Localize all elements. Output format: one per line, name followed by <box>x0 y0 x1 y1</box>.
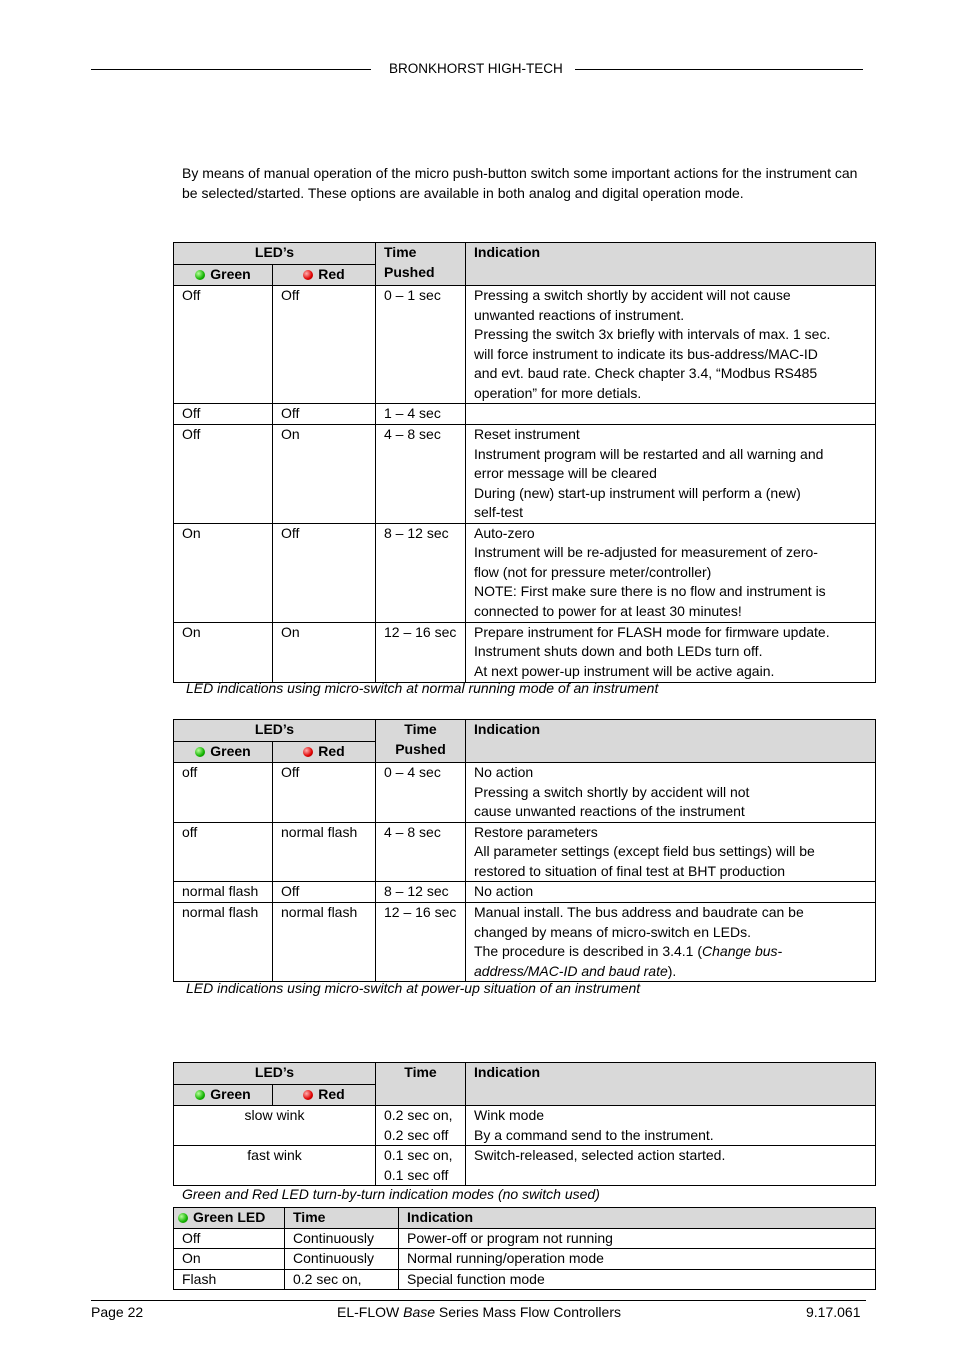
time-pushed: 4 – 8 sec <box>376 822 466 882</box>
footer-rule <box>91 1300 866 1301</box>
indication-cell: Normal running/operation mode <box>399 1249 876 1270</box>
time-pushed: 0 – 1 sec <box>376 286 466 404</box>
header-time: Time <box>376 1063 466 1106</box>
indication-reference-line <box>474 962 867 982</box>
green-led-state: normal flash <box>174 882 273 903</box>
led-mode: slow wink <box>174 1106 376 1146</box>
indication-line: Pressing a switch shortly by accident will not <box>474 783 750 800</box>
red-led-state: Off <box>273 286 376 404</box>
header-indication: Indication <box>466 720 876 763</box>
table-row <box>174 763 876 823</box>
header-indication: Indication <box>399 1208 876 1229</box>
green-led-icon <box>195 747 205 757</box>
green-led-state: off <box>174 763 273 823</box>
time-line: 0.2 sec off <box>384 1126 449 1143</box>
indication-line: flow (not for pressure meter/controller) <box>474 563 712 580</box>
indication-line: Pressing the switch 3x briefly with intervals of max. 1 sec. <box>474 326 831 342</box>
header-rule-left <box>91 69 371 70</box>
indication-line: Pressing a switch shortly by accident will not cause <box>474 287 791 303</box>
header-leds: LED’s <box>174 1063 376 1085</box>
green-led-state: normal flash <box>174 903 273 982</box>
indication-line: Prepare instrument for FLASH mode for firmware update. <box>474 623 830 640</box>
time-line: 0.1 sec off <box>384 1166 449 1183</box>
indication-line: Instrument program will be restarted and all warning and <box>474 445 824 462</box>
red-led-icon <box>303 747 313 757</box>
footer-page: Page 22 <box>91 1304 144 1320</box>
indication-line: Instrument will be re-adjusted for measurement of zero- <box>474 544 818 560</box>
table-body <box>174 286 876 683</box>
red-led-state: On <box>273 622 376 682</box>
table-row <box>174 822 876 882</box>
table-row <box>174 1249 876 1270</box>
footer-title: EL-FLOW Base Series Mass Flow Controllers <box>337 1304 621 1320</box>
indication-line: and evt. baud rate. Check chapter 3.4, “Modbus RS485 <box>474 365 818 381</box>
time-pushed: 12 – 16 sec <box>376 622 466 682</box>
time-cell: Continuously <box>285 1249 399 1270</box>
green-led-icon <box>195 1090 205 1100</box>
indication-line: changed by means of micro-switch en LEDs. <box>474 923 752 940</box>
indication-line: operation” for more detials. <box>474 384 642 401</box>
indication-line: restored to situation of final test at BHT production <box>474 862 786 879</box>
table-wink-modes <box>173 1062 876 1186</box>
indication-cell <box>466 882 876 903</box>
indication-line: During (new) start-up instrument will perform a (new) <box>474 484 801 501</box>
time-cell <box>376 1106 466 1146</box>
red-led-state: On <box>273 425 376 524</box>
indication-cell <box>466 763 876 823</box>
time-pushed: 4 – 8 sec <box>376 425 466 524</box>
header-time: Time Pushed <box>376 720 466 763</box>
indication-line: error message will be cleared <box>474 465 657 481</box>
indication-line: At next power-up instrument will be active again. <box>474 662 775 679</box>
header-leds: LED’s <box>174 720 376 742</box>
table-body <box>174 763 876 982</box>
table-green-led <box>173 1207 876 1290</box>
time-pushed: 1 – 4 sec <box>376 404 466 425</box>
indication-cell: Special function mode <box>399 1269 876 1290</box>
time-line: 0.2 sec on, <box>384 1107 453 1123</box>
table-power-up <box>173 719 876 982</box>
green-led-state: Off <box>174 425 273 524</box>
header-green: Green <box>174 265 273 286</box>
red-led-state: normal flash <box>273 822 376 882</box>
indication-line: All parameter settings (except field bus settings) will be <box>474 843 815 859</box>
header-leds: LED’s <box>174 243 376 265</box>
table-row <box>174 882 876 903</box>
green-led-icon <box>195 270 205 280</box>
indication-line: cause unwanted reactions of the instrument <box>474 803 745 819</box>
indication-line: Switch-released, selected action started. <box>474 1147 726 1163</box>
time-cell: Continuously <box>285 1228 399 1249</box>
red-led-state: Off <box>273 882 376 903</box>
header-time: Time Pushed <box>376 243 466 286</box>
red-led-state: Off <box>273 404 376 425</box>
time-cell <box>376 1146 466 1186</box>
table-row <box>174 404 876 425</box>
table-row <box>174 523 876 622</box>
green-led-state: On <box>174 622 273 682</box>
indication-reference-line <box>474 942 867 962</box>
time-cell: 0.2 sec on, <box>285 1269 399 1290</box>
indication-cell <box>466 425 876 524</box>
table-row <box>174 425 876 524</box>
header-red: Red <box>273 742 376 763</box>
indication-line: Instrument shuts down and both LEDs turn off. <box>474 643 763 659</box>
indication-cell <box>466 1146 876 1186</box>
table-row <box>174 903 876 982</box>
green-led-state: off <box>174 822 273 882</box>
header-green: Green <box>174 742 273 763</box>
indication-cell: Power-off or program not running <box>399 1228 876 1249</box>
reference-text: The procedure is described in 3.4.1 ( <box>474 943 703 959</box>
table-row <box>174 622 876 682</box>
table-normal-running <box>173 242 876 683</box>
header-green: Green <box>174 1085 273 1106</box>
red-led-state: normal flash <box>273 903 376 982</box>
header-green-led: Green LED <box>174 1208 285 1229</box>
time-pushed: 0 – 4 sec <box>376 763 466 823</box>
green-led-state: On <box>174 1249 285 1270</box>
table1-caption: LED indications using micro-switch at normal running mode of an instrument <box>186 680 659 696</box>
indication-line: Auto-zero <box>474 524 535 541</box>
table-row <box>174 1228 876 1249</box>
table-row <box>174 1106 876 1146</box>
header-indication: Indication <box>466 1063 876 1106</box>
indication-line: connected to power for at least 30 minutes! <box>474 602 742 619</box>
header-indication: Indication <box>466 243 876 286</box>
indication-cell <box>466 822 876 882</box>
table-row <box>174 1146 876 1186</box>
indication-line: will force instrument to indicate its bus-address/MAC-ID <box>474 345 818 362</box>
indication-line: No action <box>474 764 534 780</box>
header-red: Red <box>273 1085 376 1106</box>
time-pushed: 8 – 12 sec <box>376 882 466 903</box>
indication-cell <box>466 286 876 404</box>
table3-caption: Green and Red LED turn-by-turn indication modes (no switch used) <box>182 1186 600 1202</box>
indication-cell <box>466 523 876 622</box>
intro-paragraph: By means of manual operation of the micro push-button switch some important actions for the instrument can be selected/started. These options are available in both analog and digital operation mode. <box>182 165 858 201</box>
indication-line: Wink mode <box>474 1107 545 1123</box>
footer-doc-number: 9.17.061 <box>806 1304 861 1320</box>
header-title: BRONKHORST HIGH-TECH <box>389 61 563 76</box>
time-pushed: 12 – 16 sec <box>376 903 466 982</box>
indication-line: Reset instrument <box>474 426 580 442</box>
indication-line: Manual install. The bus address and baudrate can be <box>474 904 804 920</box>
indication-line: self-test <box>474 504 524 520</box>
indication-line: NOTE: First make sure there is no flow and instrument is <box>474 583 826 599</box>
indication-line <box>474 404 867 424</box>
reference-title: Change bus- <box>702 943 783 959</box>
red-led-state: Off <box>273 763 376 823</box>
green-led-state: Off <box>174 1228 285 1249</box>
table-body <box>174 1106 876 1186</box>
table-body <box>174 1228 876 1290</box>
indication-line: unwanted reactions of instrument. <box>474 306 685 323</box>
time-pushed: 8 – 12 sec <box>376 523 466 622</box>
table-row <box>174 1269 876 1290</box>
indication-cell <box>466 404 876 425</box>
indication-line: By a command send to the instrument. <box>474 1126 714 1143</box>
reference-text: ). <box>667 962 677 979</box>
green-led-state: Flash <box>174 1269 285 1290</box>
header-time: Time <box>285 1208 399 1229</box>
red-led-state: Off <box>273 523 376 622</box>
header-red: Red <box>273 265 376 286</box>
indication-cell <box>466 622 876 682</box>
indication-cell <box>466 1106 876 1146</box>
green-led-state: Off <box>174 286 273 404</box>
reference-title: address/MAC-ID and baud rate <box>474 962 668 979</box>
header-rule-right <box>575 69 863 70</box>
red-led-icon <box>303 1090 313 1100</box>
table2-caption: LED indications using micro-switch at power-up situation of an instrument <box>186 980 641 996</box>
led-mode: fast wink <box>174 1146 376 1186</box>
indication-cell <box>466 903 876 982</box>
green-led-state: On <box>174 523 273 622</box>
green-led-state: Off <box>174 404 273 425</box>
table-row <box>174 286 876 404</box>
time-line: 0.1 sec on, <box>384 1147 453 1163</box>
indication-line: No action <box>474 883 534 899</box>
indication-line: Restore parameters <box>474 823 598 840</box>
green-led-icon <box>178 1213 188 1223</box>
red-led-icon <box>303 270 313 280</box>
